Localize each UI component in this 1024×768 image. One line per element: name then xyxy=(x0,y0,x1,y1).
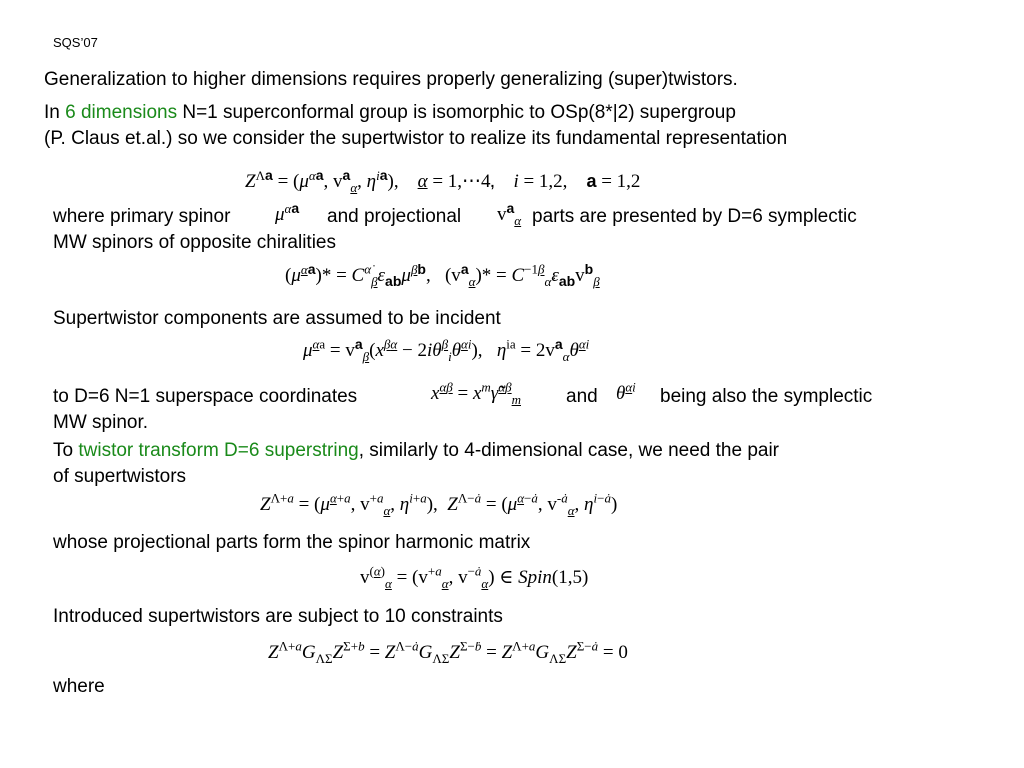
incidence-line: Supertwistor components are assumed to be incident xyxy=(53,308,501,329)
twistor-transform-link[interactable]: twistor transform D=6 superstring xyxy=(78,440,359,461)
formula-incidence: $\mu^{\alpha a} = v^a_\beta(x^{\beta\alpha} - 2i\theta^\beta_i\theta^{\alpha i})$, $\eta^{ia} = 2v^a_\alpha\theta^{\alpha i}$ xyxy=(303,335,590,364)
similarly-text: , similarly to 4-dimensional case, we need the pair xyxy=(358,440,780,461)
mu-spinor-inline: $\mu^{\alpha a}$ xyxy=(275,199,300,225)
harmonic-matrix-line: whose projectional parts form the spinor harmonic matrix xyxy=(53,532,531,553)
mw-spinor-line: MW spinor. xyxy=(53,412,149,433)
six-dimensions-link[interactable]: 6 dimensions xyxy=(65,102,178,123)
symplectic-also-text: being also the symplectic xyxy=(660,386,873,407)
projectional-text: and projectional xyxy=(327,206,462,227)
primary-spinor-text: where primary spinor xyxy=(53,206,231,227)
and-text: and xyxy=(566,386,598,407)
v-spinor-inline: $v^a_\alpha$ xyxy=(497,199,522,228)
formula-pair: $Z^{\Lambda+a} = (\mu^{\alpha+a}$, $v^{+a}_\alpha$, $\eta^{i+a}$), $Z^{\Lambda-ȧ} = (\mu^{\alpha-ȧ}$, $v^{-ȧ}_\alpha$, $\eta^{i-ȧ}$) xyxy=(260,490,618,518)
slide-header: SQS’07 xyxy=(53,35,98,50)
theta-inline: $\theta^{\alpha i}$ xyxy=(616,379,636,404)
x-coordinate-formula: $x^{\alpha\beta}$ = $x^m\gammã^{\alpha\beta}_m$ xyxy=(431,379,521,407)
where-line: where xyxy=(53,676,105,697)
claus-line: (P. Claus et.al.) so we consider the supertwistor to realize its fundamental representation xyxy=(44,128,788,149)
formula-conjugation: $(\mu^{\alpha a})* = C^{\alphȧ}_\beta\varepsilon_{ab}\mu^{\beta b}$, $(v^a_\alpha)* = C^{-1\beta}_{\alphȧ}\varepsilon_{ab}v^b_\beta$ xyxy=(285,260,600,289)
pair-line: of supertwistors xyxy=(53,466,187,487)
constraints-line: Introduced supertwistors are subject to 10 constraints xyxy=(53,606,503,627)
text-to: To xyxy=(53,440,79,461)
formula-harmonic: $v^{(\alpha)}_\alpha = (v^{+a}_\alpha$, $v^{-ȧ}_\alpha$) ∈ Spin(1,5) xyxy=(360,563,589,591)
formula-supertwistor: $Z^{\Lambda a} = (\mu^{\alpha a}$, $v^a_\alpha$, $\eta^{ia}$), α = 1,⋯4, i = 1,2, a = 1,2 xyxy=(245,166,641,195)
text-in: In xyxy=(44,102,66,123)
symplectic-text: parts are presented by D=6 symplectic xyxy=(532,206,857,227)
twistor-transform-line xyxy=(53,438,779,464)
intro-line: Generalization to higher dimensions requires properly generalizing (super)twistors. xyxy=(44,69,738,90)
chiralities-line: MW spinors of opposite chiralities xyxy=(53,232,336,253)
formula-constraints: $Z^{\Lambda+a}G_{\Lambda\Sigma}Z^{\Sigma+b} = Z^{\Lambda-ȧ}G_{\Lambda\Sigma}Z^{\Sigma-ḃ} = Z^{\Lambda+a}G_{\Lambda\Sigma}Z^{\Sigma-ȧ} = 0$ xyxy=(268,638,628,666)
superspace-text: to D=6 N=1 superspace coordinates xyxy=(53,386,358,407)
dimensions-line xyxy=(44,100,736,126)
superconformal-text: N=1 superconformal group is isomorphic to OSp(8*|2) supergroup xyxy=(177,102,736,123)
